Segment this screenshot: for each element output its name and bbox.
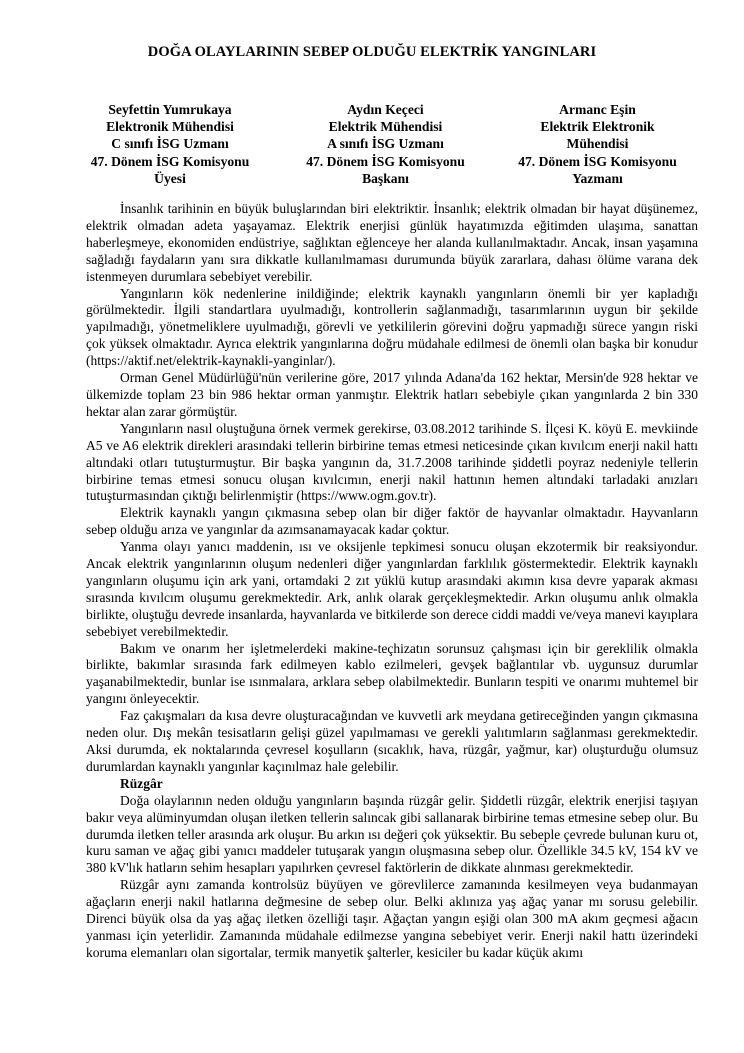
author-2: [278, 101, 493, 187]
paragraph: Doğa olaylarının neden olduğu yangınların başında rüzgâr gelir. Şiddetli rüzgâr, elektrik enerjisi taşıyan bakır veya alüminyumdan oluşan iletken tellerin salıncak gibi sallanarak birbirine temas etmesine sebep olur. Bu durumda iletken teller arasında ark oluşur. Bu arkın ısı değeri çok yüksektir. Bu sebeple çevrede bulunan kuru ot, kuru saman ve ağaç gibi yanıcı maddeler tutuşarak yangın oluşmasına sebep olur. Özellikle 34.5 kV, 154 kV ve 380 kV'lık hatların sehim hesapları yapılırken çevresel faktörlerin de dikkate alınması gerekmektedir.: [86, 792, 698, 876]
author-line: C sınıfı İSG Uzmanı: [111, 136, 229, 152]
author-line: 47. Dönem İSG Komisyonu: [518, 153, 677, 169]
author-line: Elektrik Elektronik: [540, 119, 655, 135]
author-line: Elektrik Mühendisi: [328, 119, 443, 135]
paragraph: İnsanlık tarihinin en büyük buluşlarından biri elektriktir. İnsanlık; elektrik olmadan bir hayat düşünemez, elektrik olmadan adeta yaşayamaz. Elektrik enerjisi günlük hayatımızda eğitimden ulaşıma, sanattan haberleşmeye, ekonomiden endüstriye, sağlıktan eğlenceye her alanda kullanılmaktadır. Ancak, insan yaşamına sağladığı faydaların yanı sıra dikkatle kullanılmaması durumunda büyük zararlara, dahası ölüme varana dek istenmeyen durumlara sebebiyet verebilir.: [86, 201, 698, 284]
paragraph: Yangınların nasıl oluştuğuna örnek vermek gerekirse, 03.08.2012 tarihinde S. İlçesi K. köyü E. mevkiinde A5 ve A6 elektrik direkleri arasındaki tellerin birbirine temas etmesi neticesinde çıkan kıvılcım enerji nakil hattı altındaki otları tutuşturmuştur. Bir başka yangının da, 31.7.2008 tarihinde şiddetli poyraz nedeniyle tellerin birbirine temas etmesi sonucu oluşan kıvılcımın, enerji nakil hattının hemen altındaki tarladaki anızları tutuşturmasından çıktığı belirlenmiştir (https://www.ogm.gov.tr).: [86, 420, 698, 504]
author-3: [490, 101, 705, 187]
author-line: 47. Dönem İSG Komisyonu: [90, 153, 250, 169]
paragraph: Yangınların kök nedenlerine inildiğinde; elektrik kaynaklı yangınların önemli bir yer kapladığı görülmektedir. İlgili standartlara uyulmadığı, kontrollerin sağlanmadığı, tasarımlarının uygun bir şekilde yapılmadığı, yönetmeliklere uyulmadığı, görevli ve yetkililerin görevini doğru yapmadığı sürece yangın riski çok yüksek olmaktadır. Ayrıca elektrik yangınlarına doğru müdahale edilmesi de önemli olan başka bir konudur (https://aktif.net/elektrik-kaynakli-yanginlar/).: [86, 285, 698, 369]
author-1: [60, 101, 280, 187]
section-heading: Rüzgâr: [120, 775, 163, 791]
paragraph: Bakım ve onarım her işletmelerdeki makine-teçhizatın sorunsuz çalışması için bir gereklilik olmakla birlikte, bakımlar sırasında fark edilmeyen kablo ezilmeleri, gevşek bağlantılar vb. uygunsuz durumlar yaşanabilmektedir, bunlar ise ısınmalara, arklara sebep olabilmektedir. Bunların tespiti ve onarımı muhtemel bir yangını önleyecektir.: [86, 640, 698, 707]
author-line: 47. Dönem İSG Komisyonu: [306, 153, 465, 169]
author-line: Mühendisi: [566, 136, 629, 152]
paragraph: Yanma olayı yanıcı maddenin, ısı ve oksijenle tepkimesi sonucu oluşan ekzotermik bir reaksiyondur. Ancak elektrik yangınlarının oluşum nedenleri diğer yangınlardan farklılık göstermektedir. Elektrik kaynaklı yangınların oluşumu için ark yani, ortamdaki 2 zıt yüklü kutup arasındaki akımın kısa devre yaparak akması sırasında kıvılcım oluşumu gerekmektedir. Ark, anlık olarak gerçekleşmektedir. Arkın oluşumu anlık olmakla birlikte, oluştuğu devrede insanlarda, hayvanlarda ve bitkilerde son derece ciddi maddi ve/veya manevi kayıplara sebebiyet verebilmektedir.: [86, 539, 698, 639]
author-line: Yazmanı: [572, 170, 623, 186]
paragraph: Faz çakışmaları da kısa devre oluşturacağından ve kuvvetli ark meydana getireceğinden yangın çıkmasına neden olur. Dış mekân tesisatların gelişi güzel yapılmaması ve gerekli yalıtımların sağlanması gerekmektedir. Aksi durumda, ek noktalarında çevresel koşulların (sıcaklık, hava, rüzgâr, yağmur, kar) oluşturduğu olumsuz durumlardan kaynaklı yangınlar kaçınılmaz hale gelebilir.: [86, 708, 698, 774]
paragraph: Elektrik kaynaklı yangın çıkmasına sebep olan bir diğer faktör de hayvanlar olmaktadır. Hayvanların sebep olduğu arıza ve yangınlar da azımsanamayacak kadar çoktur.: [86, 505, 698, 538]
author-name: Armanc Eşin: [559, 102, 636, 117]
author-line: A sınıfı İSG Uzmanı: [327, 136, 444, 152]
paragraph: Orman Genel Müdürlüğü'nün verilerine göre, 2017 yılında Adana'da 162 hektar, Mersin'de 928 hektar ve ülkemizde toplam 23 bin 986 hektar orman yanmıştır. Elektrik hatları sebebiyle çıkan yangınlarda 2 bin 330 hektar alan zarar görmüştür.: [86, 370, 698, 419]
author-name: Aydın Keçeci: [347, 102, 424, 117]
author-line: Başkanı: [362, 170, 409, 186]
authors-block: [60, 101, 700, 191]
author-name: Seyfettin Yumrukaya: [108, 102, 232, 117]
author-line: Üyesi: [154, 170, 186, 186]
paragraph: Rüzgâr aynı zamanda kontrolsüz büyüyen ve görevlilerce zamanında kesilmeyen veya budanmayan ağaçların enerji nakil hatlarına değmesine de sebep olur. Belki aklınıza yaş ağaç yanar mı sorusu gelebilir. Direnci büyük olsa da yaş ağaç iletken özelliği taşır. Ağaçtan yangın eşiği olan 300 mA akım geçmesi ağacın yanması için yeterlidir. Zamanında müdahale edilmezse yangına sebebiyet verir. Enerji nakil hattı üzerindeki koruma elemanları olan sigortalar, termik manyetik şalterler, kesiciler bu kadar küçük akımı: [86, 877, 698, 960]
page-title: DOĞA OLAYLARININ SEBEP OLDUĞU ELEKTRİK YANGINLARI: [147, 44, 597, 60]
article-body: [86, 201, 698, 962]
author-line: Elektronik Mühendisi: [106, 119, 234, 135]
